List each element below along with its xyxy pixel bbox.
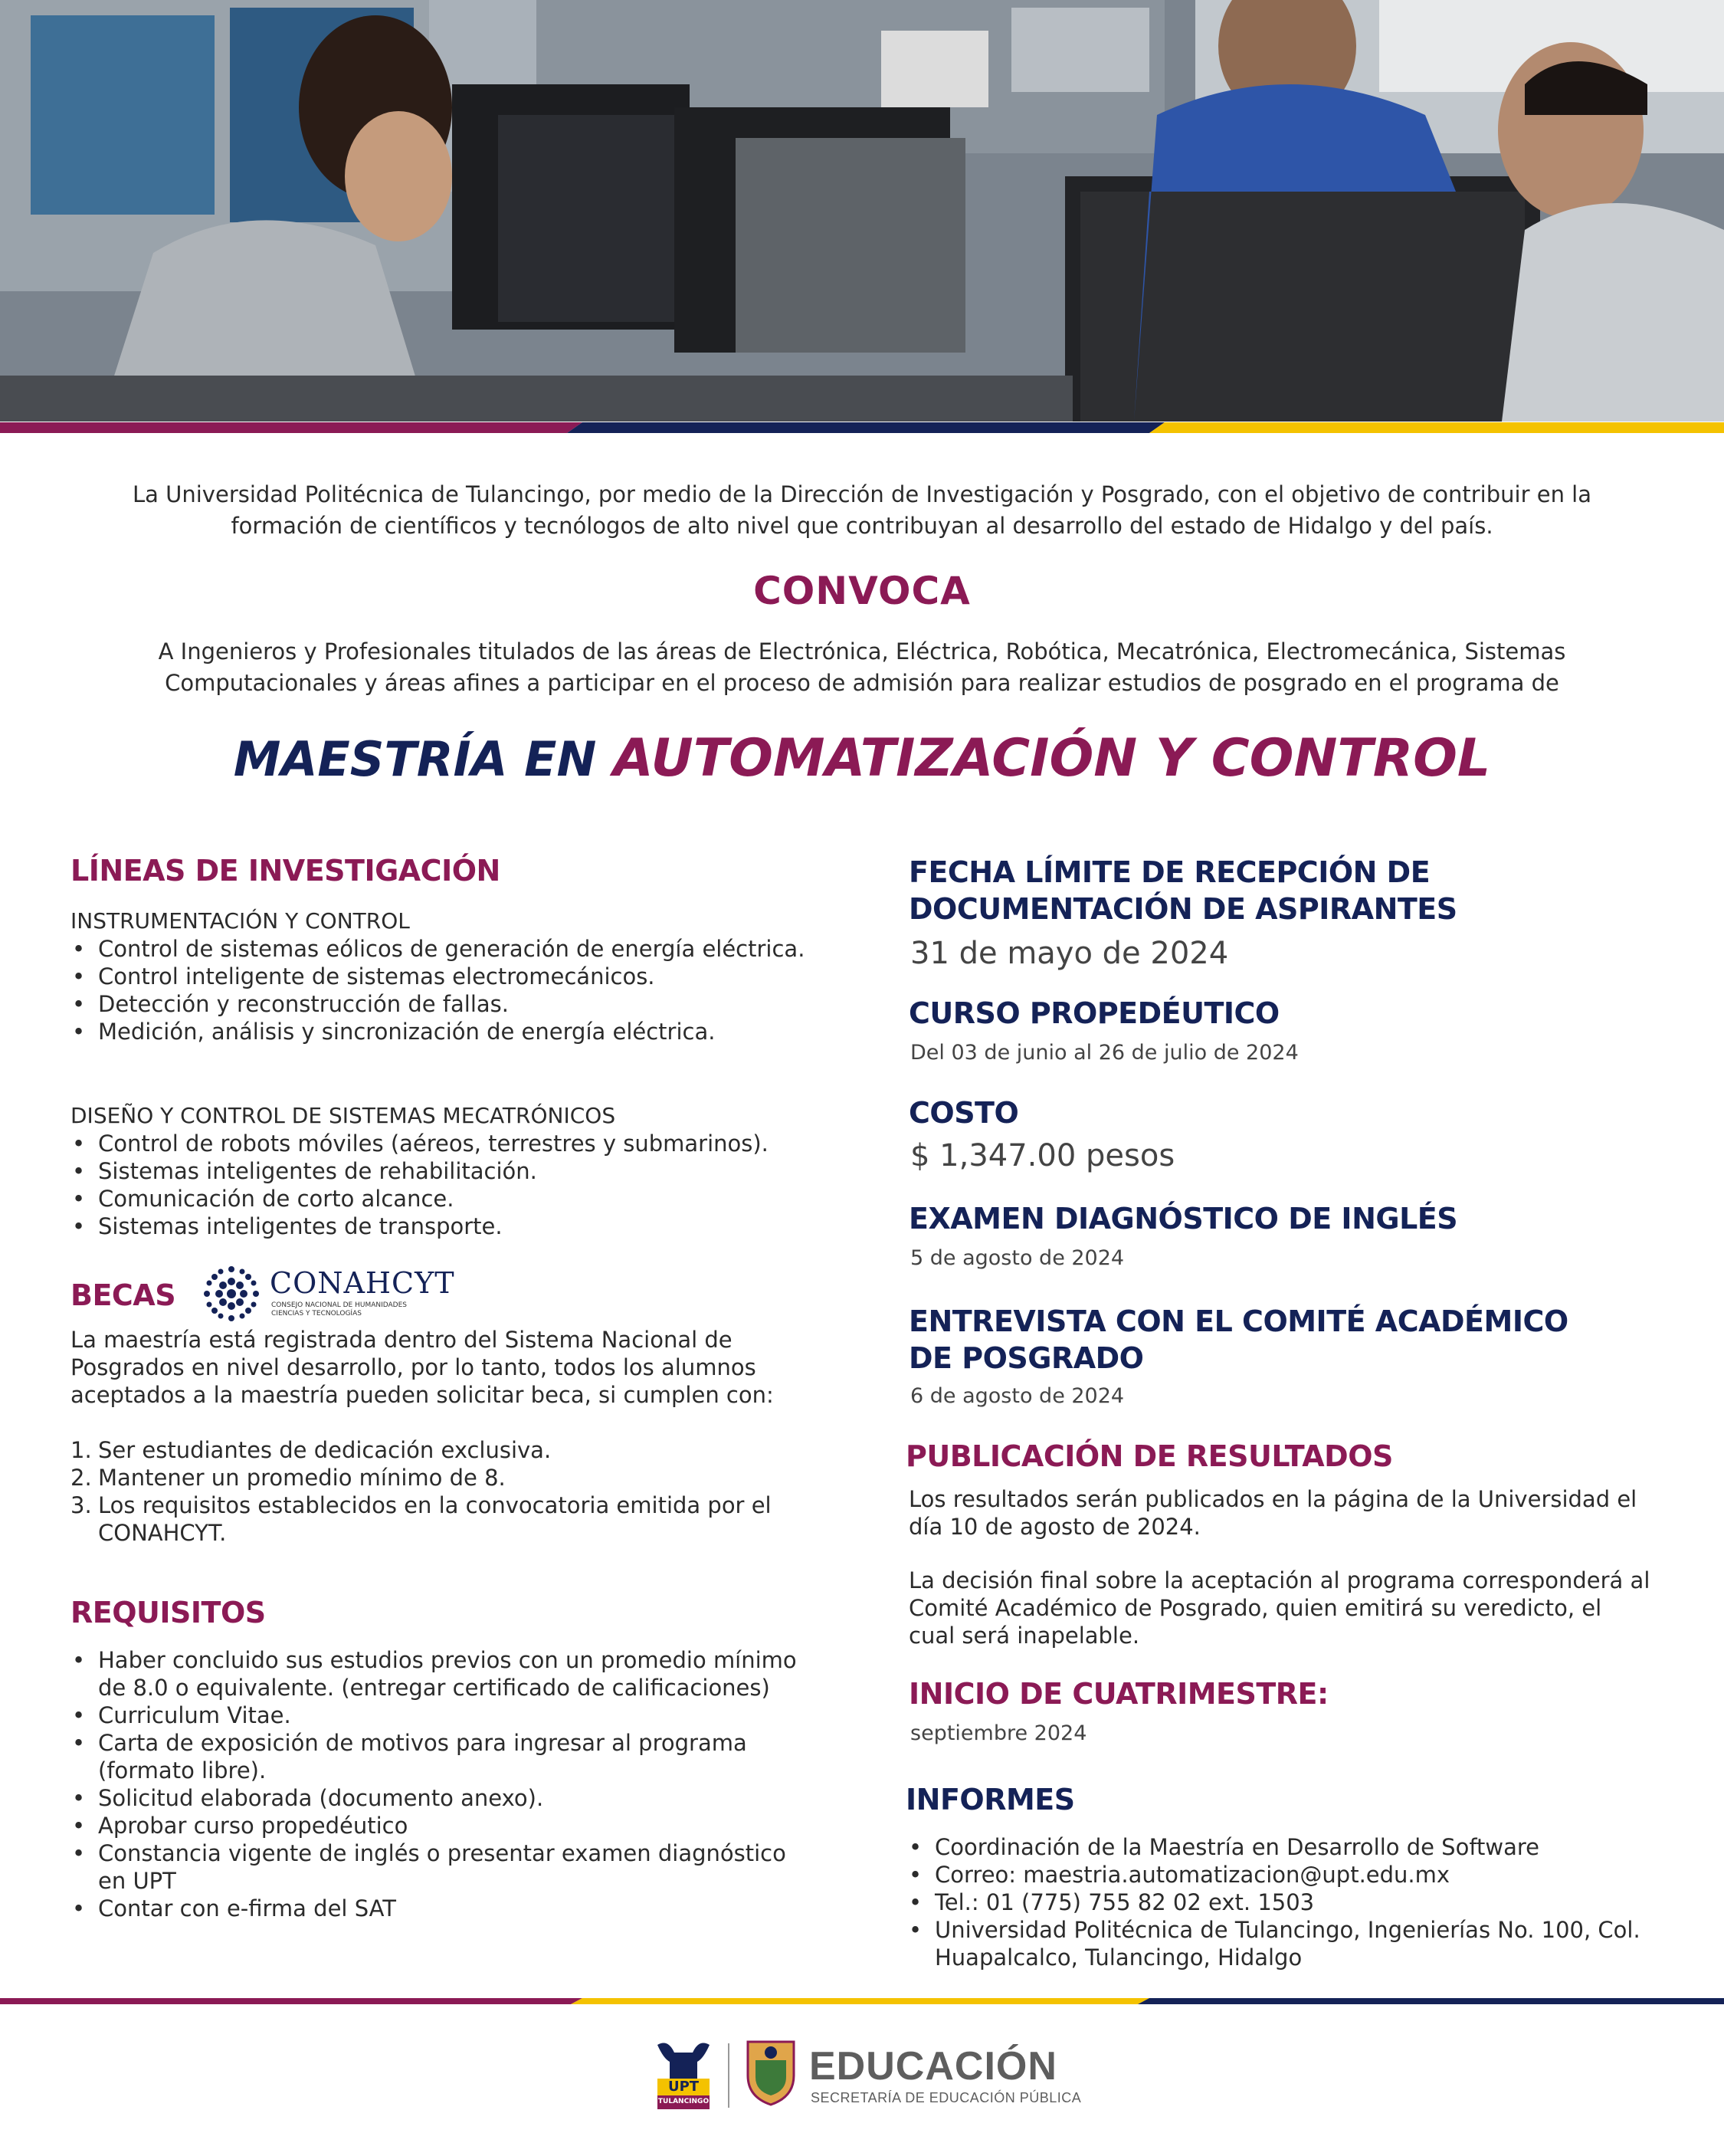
program-title-name: AUTOMATIZACIÓN Y CONTROL — [612, 728, 1491, 789]
list-item: • Sistemas inteligentes de transporte. — [98, 1213, 837, 1240]
list-item: • Detección y reconstrucción de fallas. — [98, 990, 821, 1018]
informes-heading: INFORMES — [906, 1783, 1075, 1816]
becas-list — [70, 1436, 837, 1547]
fecha-limite-heading — [909, 854, 1457, 927]
educacion-title: EDUCACIÓN — [809, 2044, 1057, 2089]
curso-value: Del 03 de junio al 26 de julio de 2024 — [910, 1041, 1299, 1065]
hero-photo — [0, 0, 1724, 422]
list-item: • Universidad Politécnica de Tulancingo, Ingenierías No. 100, Col. Huapalcalco, Tulancingo, Hidalgo — [935, 1916, 1675, 1971]
costo-heading: COSTO — [909, 1096, 1019, 1130]
convoca-heading: CONVOCA — [753, 569, 971, 613]
list-item: • Tel.: 01 (775) 755 82 02 ext. 1503 — [935, 1889, 1675, 1916]
footer-color-strip — [0, 1993, 1724, 1999]
list-item: • Haber concluido sus estudios previos con un promedio mínimo de 8.0 o equivalente. (entregar certificado de calificaciones) — [98, 1646, 806, 1702]
list-item: • Comunicación de corto alcance. — [98, 1185, 837, 1213]
conahcyt-logo — [201, 1263, 454, 1324]
list-item: • Sistemas inteligentes de rehabilitación. — [98, 1157, 837, 1185]
list-item: • Control de sistemas eólicos de generación de energía eléctrica. — [98, 935, 821, 963]
lineas-group-2-title: DISEÑO Y CONTROL DE SISTEMAS MECATRÓNICOS — [70, 1103, 616, 1128]
intro-paragraph: La Universidad Politécnica de Tulancingo, por medio de la Dirección de Investigación y Posgrado, con el objetivo de contribuir en la formación de científicos y tecnólogos de alto nivel que contribuyan al desarrollo del estado de Hidalgo y del país. — [133, 481, 1591, 539]
lineas-group-1 — [70, 907, 821, 1045]
inicio-value: septiembre 2024 — [910, 1721, 1087, 1745]
list-number: 3. — [70, 1492, 92, 1518]
entrevista-heading — [909, 1303, 1568, 1377]
list-text: Mantener un promedio mínimo de 8. — [98, 1465, 506, 1491]
list-item: • Contar con e-firma del SAT — [98, 1895, 806, 1922]
conahcyt-name: CONAHCYT — [270, 1266, 455, 1300]
fecha-limite-value: 31 de mayo de 2024 — [910, 936, 1229, 971]
list-item: • Carta de exposición de motivos para ingresar al programa (formato libre). — [98, 1729, 806, 1784]
fecha-limite-heading-1: FECHA LÍMITE DE RECEPCIÓN DE — [909, 855, 1431, 889]
lineas-group-1-list — [70, 935, 821, 1045]
informes-list — [909, 1833, 1675, 1971]
upt-logo-text: UPT — [667, 2079, 700, 2095]
publicacion-text-2: La decisión final sobre la aceptación al programa corresponderá al Comité Académico de Posgrado, quien emitirá su veredicto, el cual será inapelable. — [909, 1567, 1650, 1649]
list-item — [70, 1464, 837, 1491]
costo-value: $ 1,347.00 pesos — [910, 1138, 1175, 1173]
requisitos-heading: REQUISITOS — [70, 1596, 266, 1629]
hidalgo-shield — [742, 2037, 800, 2111]
lineas-group-1-title: INSTRUMENTACIÓN Y CONTROL — [70, 908, 410, 934]
hero-color-strip — [0, 422, 1724, 432]
logo-divider — [728, 2043, 729, 2108]
list-item: • Control de robots móviles (aéreos, terrestres y submarinos). — [98, 1130, 837, 1157]
convoca-text: A Ingenieros y Profesionales titulados de las áreas de Electrónica, Eléctrica, Robótica, Mecatrónica, Electromecánica, Sistemas Computacionales y áreas afines a participar en el proceso de admisión para realizar estudios de posgrado en el programa de — [158, 638, 1566, 696]
conahcyt-logo-icon — [201, 1263, 262, 1324]
upt-logo-sub: TULANCINGO — [657, 2098, 710, 2105]
list-item: • Constancia vigente de inglés o presentar examen diagnóstico en UPT — [98, 1839, 806, 1895]
inicio-heading: INICIO DE CUATRIMESTRE: — [909, 1677, 1329, 1711]
list-number: 2. — [70, 1465, 92, 1491]
becas-text: La maestría está registrada dentro del Sistema Nacional de Posgrados en nivel desarrollo, por lo tanto, todos los alumnos aceptados a la maestría pueden solicitar beca, si cumplen con: — [70, 1327, 774, 1408]
educacion-subtitle: SECRETARÍA DE EDUCACIÓN PÚBLICA — [811, 2090, 1082, 2105]
examen-value: 5 de agosto de 2024 — [910, 1246, 1125, 1270]
curso-heading: CURSO PROPEDÉUTICO — [909, 996, 1280, 1030]
list-item: • Solicitud elaborada (documento anexo). — [98, 1784, 806, 1812]
footer-logos — [0, 2023, 1724, 2115]
list-item: • Correo: maestria.automatizacion@upt.edu.mx — [935, 1861, 1675, 1889]
program-title-prefix: MAESTRÍA EN — [233, 731, 613, 787]
list-item: • Control inteligente de sistemas electromecánicos. — [98, 963, 821, 990]
list-item — [70, 1491, 837, 1547]
hidalgo-shield-icon — [742, 2037, 800, 2111]
requisitos-list — [70, 1646, 806, 1922]
conahcyt-sub-1: CONSEJO NACIONAL DE HUMANIDADES — [271, 1301, 408, 1309]
entrevista-heading-1: ENTREVISTA CON EL COMITÉ ACADÉMICO — [909, 1304, 1568, 1338]
list-text: Los requisitos establecidos en la convocatoria emitida por el CONAHCYT. — [98, 1492, 772, 1546]
list-item: • Aprobar curso propedéutico — [98, 1812, 806, 1839]
upt-logo — [653, 2039, 714, 2112]
publicacion-text-1: Los resultados serán publicados en la página de la Universidad el día 10 de agosto de 2024. — [909, 1486, 1637, 1540]
list-item: • Curriculum Vitae. — [98, 1702, 806, 1729]
examen-heading: EXAMEN DIAGNÓSTICO DE INGLÉS — [909, 1202, 1458, 1236]
lineas-group-2-list — [70, 1130, 837, 1240]
fecha-limite-heading-2: DOCUMENTACIÓN DE ASPIRANTES — [909, 892, 1457, 926]
list-text: Ser estudiantes de dedicación exclusiva. — [98, 1437, 552, 1463]
conahcyt-subtitle — [271, 1301, 407, 1318]
entrevista-value: 6 de agosto de 2024 — [910, 1384, 1125, 1408]
entrevista-heading-2: DE POSGRADO — [909, 1341, 1144, 1375]
becas-heading: BECAS — [70, 1278, 176, 1312]
lab-scene-illustration — [0, 0, 1724, 422]
list-number: 1. — [70, 1437, 92, 1463]
program-title — [0, 728, 1724, 789]
list-item: • Coordinación de la Maestría en Desarrollo de Software — [935, 1833, 1675, 1861]
list-item: • Medición, análisis y sincronización de energía eléctrica. — [98, 1018, 821, 1045]
publicacion-heading: PUBLICACIÓN DE RESULTADOS — [906, 1439, 1393, 1473]
conahcyt-sub-2: CIENCIAS Y TECNOLOGÍAS — [271, 1310, 362, 1318]
list-item — [70, 1436, 837, 1464]
lineas-group-2 — [70, 1102, 837, 1240]
lineas-heading: LÍNEAS DE INVESTIGACIÓN — [70, 854, 500, 888]
